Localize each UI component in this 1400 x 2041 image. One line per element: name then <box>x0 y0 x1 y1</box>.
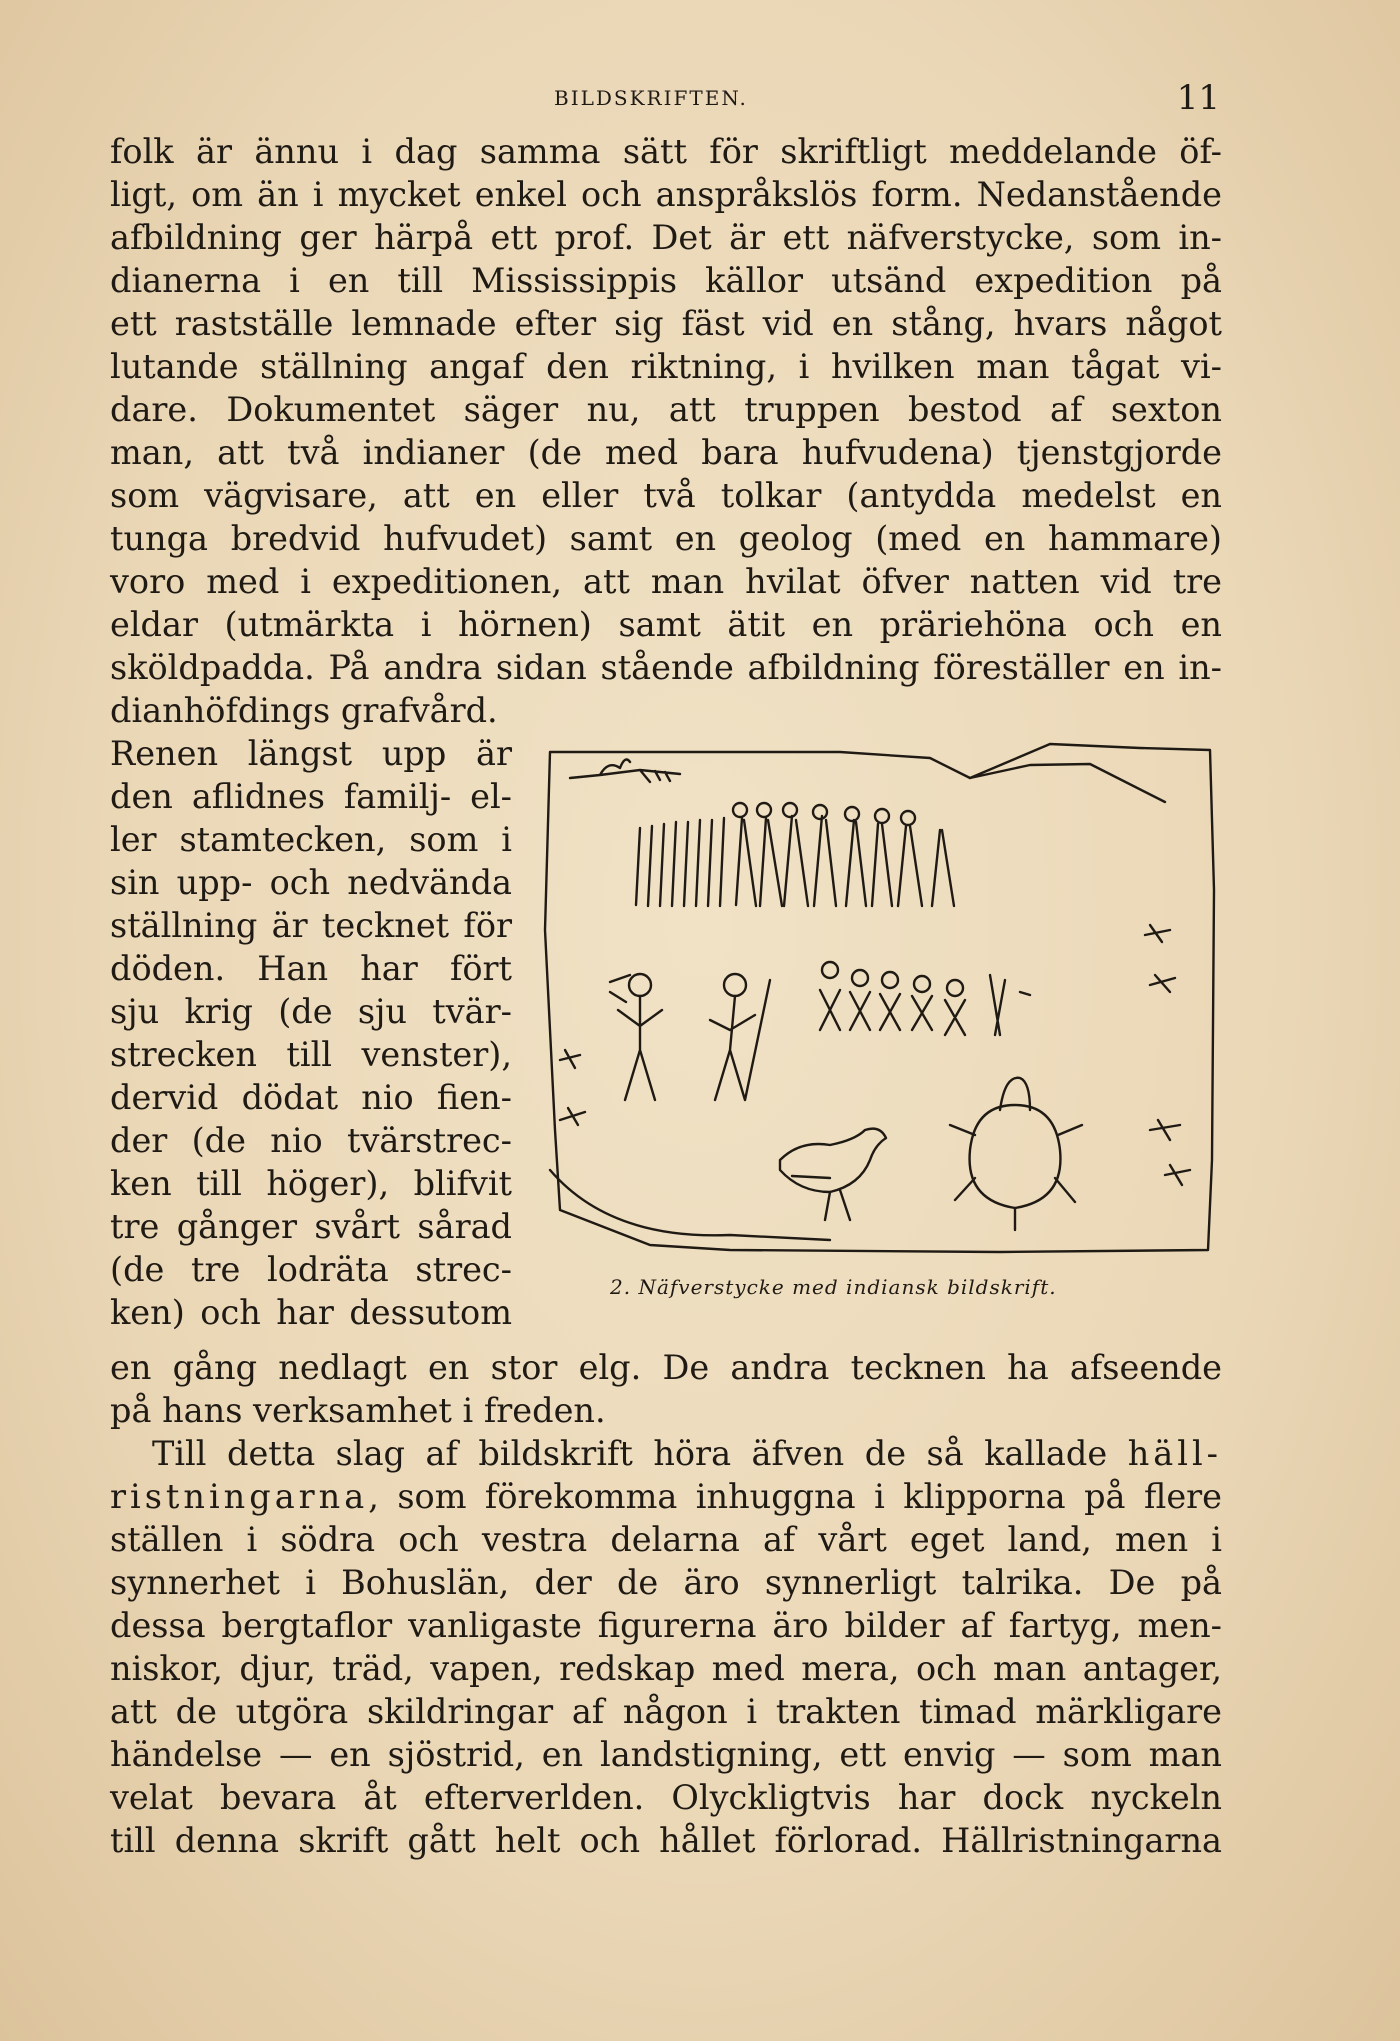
text-line: der (de nio tvärstrec- <box>110 1121 512 1160</box>
text-line: strecken till venster), <box>110 1035 512 1074</box>
term-hallristningarna-part2: ristningarna <box>110 1477 369 1516</box>
turtle-drawing <box>950 1078 1082 1230</box>
text-line: ler stamtecken, som i <box>110 820 512 859</box>
text-line: den aflidnes familj- el- <box>110 777 512 816</box>
line-rest: , som förekomma inhuggna i klipporna på flere <box>368 1477 1222 1516</box>
text-line <box>110 1432 1222 1475</box>
figure-row-middle <box>610 962 1030 1100</box>
text-line: till denna skrift gått helt och hållet förlorad. Hällristningarna <box>110 1821 1222 1860</box>
page-number: 11 <box>1176 78 1220 118</box>
birchbark-figure <box>530 730 1220 1310</box>
text-line: dervid dödat nio fien- <box>110 1078 512 1117</box>
figure-caption-text: Näfverstycke med indiansk bildskrift. <box>638 1275 1057 1299</box>
text-line: tunga bredvid hufvudet) samt en geolog (med en hammare) <box>110 519 1222 558</box>
term-hallristningarna-part1: häll- <box>1127 1434 1222 1473</box>
text-line: ställen i södra och vestra delarna af vårt eget land, men i <box>110 1520 1222 1559</box>
text-line: sju krig (de sju tvär- <box>110 992 512 1031</box>
text-line: folk är ännu i dag samma sätt för skriftligt meddelande öf- <box>110 132 1222 171</box>
text-line: synnerhet i Bohuslän, der de äro synnerligt talrika. De på <box>110 1563 1222 1602</box>
text-line: ställning är tecknet för <box>110 906 512 945</box>
figure-row-top <box>636 803 954 906</box>
text-line: dare. Dokumentet säger nu, att truppen bestod af sexton <box>110 390 1222 429</box>
text-line: voro med i expeditionen, att man hvilat öfver natten vid tre <box>110 562 1222 601</box>
text-line: velat bevara åt efterverlden. Olyckligtvis har dock nyckeln <box>110 1778 1222 1817</box>
lead-text: Till detta slag af bildskrift höra äfven de så kallade <box>152 1434 1128 1473</box>
text-line: dessa bergtaflor vanligaste figurerna äro bilder af fartyg, men- <box>110 1606 1222 1645</box>
figure-number: 2. <box>610 1275 632 1299</box>
text-line: lutande ställning angaf den riktning, i hvilken man tågat vi- <box>110 347 1222 386</box>
text-line <box>110 1475 1222 1518</box>
text-line: som vägvisare, att en eller två tolkar (antydda medelst en <box>110 476 1222 515</box>
text-line: man, att två indianer (de med bara hufvudena) tjenstgjorde <box>110 433 1222 472</box>
text-line: niskor, djur, träd, vapen, redskap med mera, och man antager, <box>110 1649 1222 1688</box>
text-line: på hans verksamhet i freden. <box>110 1391 606 1430</box>
figure-caption <box>610 1275 1210 1299</box>
text-line: döden. Han har fört <box>110 949 512 988</box>
text-line: ett rastställe lemnade efter sig fäst vid en stång, hvars något <box>110 304 1222 343</box>
text-line: dianhöfdings grafvård. <box>110 691 498 730</box>
text-line: händelse — en sjöstrid, en landstigning, ett envig — som man <box>110 1735 1222 1774</box>
running-title: BILDSKRIFTEN. <box>554 86 748 110</box>
paragraph-continuation <box>110 1346 1222 1862</box>
text-line: sköldpadda. På andra sidan stående afbildning föreställer en in- <box>110 648 1222 687</box>
text-line: tre gånger svårt sårad <box>110 1207 512 1246</box>
text-line: ken till höger), blifvit <box>110 1164 512 1203</box>
text-line: en gång nedlagt en stor elg. De andra tecknen ha afseende <box>110 1348 1222 1387</box>
birchbark-illustration <box>530 730 1220 1270</box>
text-line: ligt, om än i mycket enkel och anspråkslös form. Nedanstående <box>110 175 1222 214</box>
text-line: Renen längst upp är <box>110 734 512 773</box>
paragraph-expedition <box>110 130 1222 732</box>
text-line: ken) och har dessutom <box>110 1293 512 1332</box>
text-line: sin upp- och nedvända <box>110 863 512 902</box>
paragraph-grave-side <box>110 732 512 1334</box>
text-line: (de tre lodräta strec- <box>110 1250 512 1289</box>
text-line: dianerna i en till Mississippis källor utsänd expedition på <box>110 261 1222 300</box>
page-header <box>110 78 1220 118</box>
text-line: afbildning ger härpå ett prof. Det är ett näfverstycke, som in- <box>110 218 1222 257</box>
text-line: att de utgöra skildringar af någon i trakten timad märkligare <box>110 1692 1222 1731</box>
prairie-hen-drawing <box>780 1129 886 1220</box>
text-line: eldar (utmärkta i hörnen) samt ätit en präriehöna och en <box>110 605 1222 644</box>
